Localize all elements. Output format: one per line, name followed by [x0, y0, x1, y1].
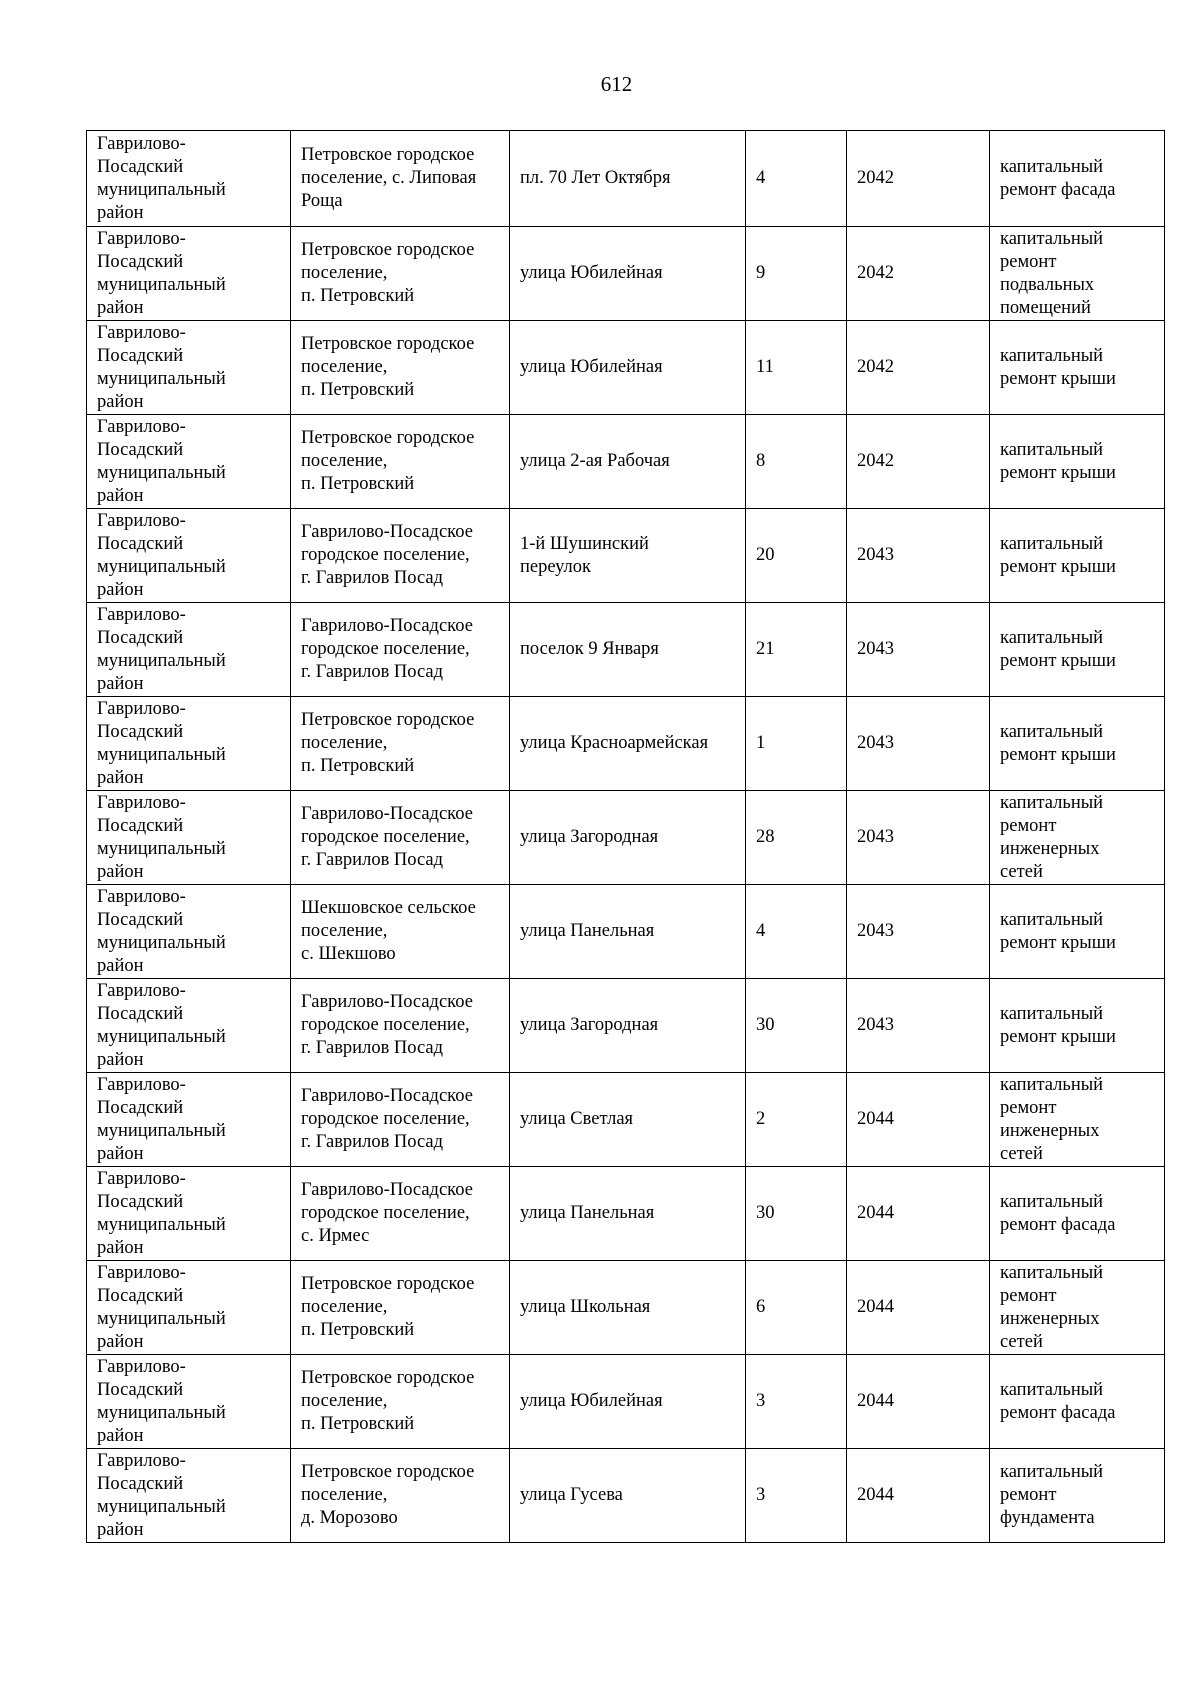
settlement-cell-text: Петровское городское поселение, д. Морозово — [301, 1462, 475, 1528]
settlement-cell — [291, 885, 510, 979]
street-cell-text: улица Панельная — [520, 921, 655, 941]
year-cell-text: 2043 — [857, 827, 894, 847]
street-cell-text: 1-й Шушинский переулок — [520, 533, 649, 577]
house-number-cell-text: 8 — [756, 451, 766, 471]
district-cell — [87, 227, 291, 321]
street-cell-text: улица Загородная — [520, 1015, 659, 1035]
settlement-cell-text: Гаврилово-Посадское городское поселение, г. Гаврилов Посад — [301, 1086, 473, 1152]
work-type-cell — [990, 1449, 1165, 1543]
district-cell-text: Гаврилово- Посадский муниципальный район — [97, 1168, 226, 1258]
district-cell-text: Гаврилово- Посадский муниципальный район — [97, 792, 226, 882]
house-number-cell-text: 21 — [756, 639, 775, 659]
house-number-cell-text: 20 — [756, 545, 775, 565]
street-cell-text: пл. 70 Лет Октября — [520, 168, 671, 188]
table-row — [87, 697, 1165, 791]
year-cell — [847, 885, 990, 979]
district-cell-text: Гаврилово- Посадский муниципальный район — [97, 133, 226, 223]
table-row — [87, 885, 1165, 979]
district-cell — [87, 603, 291, 697]
house-number-cell-text: 4 — [756, 921, 766, 941]
settlement-cell-text: Петровское городское поселение, п. Петровский — [301, 710, 475, 776]
year-cell-text: 2042 — [857, 168, 894, 188]
work-type-cell-text: капитальный ремонт инженерных сетей — [1000, 1074, 1104, 1164]
street-cell-text: улица Панельная — [520, 1203, 655, 1223]
street-cell — [510, 415, 746, 509]
year-cell — [847, 979, 990, 1073]
work-type-cell-text: капитальный ремонт подвальных помещений — [1000, 228, 1104, 318]
year-cell — [847, 131, 990, 227]
house-number-cell — [746, 415, 847, 509]
street-cell — [510, 791, 746, 885]
table-row — [87, 227, 1165, 321]
street-cell — [510, 1449, 746, 1543]
year-cell — [847, 509, 990, 603]
table-row — [87, 1167, 1165, 1261]
district-cell — [87, 1261, 291, 1355]
year-cell — [847, 1355, 990, 1449]
work-type-cell-text: капитальный ремонт крыши — [1000, 439, 1116, 483]
district-cell — [87, 415, 291, 509]
district-cell — [87, 1355, 291, 1449]
work-type-cell-text: капитальный ремонт инженерных сетей — [1000, 1262, 1104, 1352]
street-cell-text: улица Юбилейная — [520, 357, 663, 377]
settlement-cell-text: Гаврилово-Посадское городское поселение, г. Гаврилов Посад — [301, 804, 473, 870]
district-cell-text: Гаврилово- Посадский муниципальный район — [97, 416, 226, 506]
year-cell-text: 2043 — [857, 1015, 894, 1035]
work-type-cell-text: капитальный ремонт фундамента — [1000, 1462, 1104, 1528]
street-cell-text: улица 2-ая Рабочая — [520, 451, 670, 471]
work-type-cell — [990, 1167, 1165, 1261]
house-number-cell — [746, 1449, 847, 1543]
settlement-cell-text: Гаврилово-Посадское городское поселение, г. Гаврилов Посад — [301, 616, 473, 682]
work-type-cell-text: капитальный ремонт крыши — [1000, 345, 1116, 389]
street-cell-text: улица Юбилейная — [520, 1391, 663, 1411]
district-cell-text: Гаврилово- Посадский муниципальный район — [97, 886, 226, 976]
street-cell — [510, 603, 746, 697]
house-number-cell-text: 2 — [756, 1109, 766, 1129]
settlement-cell — [291, 1261, 510, 1355]
year-cell-text: 2043 — [857, 639, 894, 659]
street-cell — [510, 321, 746, 415]
street-cell-text: улица Школьная — [520, 1297, 651, 1317]
year-cell-text: 2042 — [857, 451, 894, 471]
house-number-cell-text: 3 — [756, 1391, 766, 1411]
settlement-cell — [291, 979, 510, 1073]
street-cell-text: улица Светлая — [520, 1109, 634, 1129]
house-number-cell — [746, 1355, 847, 1449]
year-cell — [847, 697, 990, 791]
district-cell-text: Гаврилово- Посадский муниципальный район — [97, 1450, 226, 1540]
house-number-cell — [746, 603, 847, 697]
settlement-cell-text: Гаврилово-Посадское городское поселение, г. Гаврилов Посад — [301, 992, 473, 1058]
settlement-cell — [291, 227, 510, 321]
street-cell — [510, 131, 746, 227]
house-number-cell — [746, 791, 847, 885]
work-type-cell — [990, 603, 1165, 697]
table-row — [87, 979, 1165, 1073]
street-cell — [510, 1073, 746, 1167]
work-type-cell-text: капитальный ремонт крыши — [1000, 909, 1116, 953]
settlement-cell-text: Гаврилово-Посадское городское поселение, с. Ирмес — [301, 1180, 473, 1246]
table-row — [87, 415, 1165, 509]
district-cell-text: Гаврилово- Посадский муниципальный район — [97, 322, 226, 412]
work-type-cell — [990, 415, 1165, 509]
street-cell-text: улица Загородная — [520, 827, 659, 847]
work-type-cell — [990, 1073, 1165, 1167]
table-row — [87, 1073, 1165, 1167]
district-cell-text: Гаврилово- Посадский муниципальный район — [97, 510, 226, 600]
year-cell — [847, 791, 990, 885]
street-cell — [510, 509, 746, 603]
work-type-cell — [990, 321, 1165, 415]
district-cell-text: Гаврилово- Посадский муниципальный район — [97, 1074, 226, 1164]
work-type-cell-text: капитальный ремонт фасада — [1000, 1191, 1116, 1235]
year-cell — [847, 227, 990, 321]
work-type-cell — [990, 791, 1165, 885]
house-number-cell-text: 1 — [756, 733, 766, 753]
settlement-cell — [291, 697, 510, 791]
year-cell-text: 2043 — [857, 545, 894, 565]
district-cell-text: Гаврилово- Посадский муниципальный район — [97, 980, 226, 1070]
street-cell — [510, 227, 746, 321]
house-number-cell-text: 9 — [756, 263, 766, 283]
settlement-cell — [291, 791, 510, 885]
district-cell — [87, 791, 291, 885]
house-number-cell — [746, 1073, 847, 1167]
work-type-cell-text: капитальный ремонт фасада — [1000, 1379, 1116, 1423]
table-body — [87, 131, 1165, 1543]
table-row — [87, 321, 1165, 415]
work-type-cell-text: капитальный ремонт крыши — [1000, 721, 1116, 765]
settlement-cell — [291, 1355, 510, 1449]
year-cell-text: 2044 — [857, 1203, 894, 1223]
district-cell-text: Гаврилово- Посадский муниципальный район — [97, 1262, 226, 1352]
settlement-cell-text: Петровское городское поселение, п. Петровский — [301, 1274, 475, 1340]
work-type-cell — [990, 1355, 1165, 1449]
work-type-cell — [990, 979, 1165, 1073]
work-type-cell — [990, 697, 1165, 791]
street-cell — [510, 1261, 746, 1355]
work-type-cell — [990, 509, 1165, 603]
house-number-cell — [746, 1167, 847, 1261]
year-cell-text: 2044 — [857, 1391, 894, 1411]
street-cell-text: улица Гусева — [520, 1485, 623, 1505]
settlement-cell-text: Петровское городское поселение, п. Петровский — [301, 240, 475, 306]
year-cell-text: 2043 — [857, 733, 894, 753]
house-number-cell-text: 4 — [756, 168, 766, 188]
table-row — [87, 131, 1165, 227]
table-row — [87, 603, 1165, 697]
house-number-cell — [746, 131, 847, 227]
house-number-cell-text: 30 — [756, 1015, 775, 1035]
house-number-cell-text: 30 — [756, 1203, 775, 1223]
work-type-cell-text: капитальный ремонт крыши — [1000, 1003, 1116, 1047]
work-type-cell — [990, 885, 1165, 979]
work-type-cell-text: капитальный ремонт крыши — [1000, 627, 1116, 671]
settlement-cell — [291, 1449, 510, 1543]
year-cell — [847, 1073, 990, 1167]
settlement-cell — [291, 415, 510, 509]
district-cell — [87, 1167, 291, 1261]
house-number-cell-text: 3 — [756, 1485, 766, 1505]
year-cell — [847, 603, 990, 697]
house-number-cell — [746, 979, 847, 1073]
district-cell — [87, 1073, 291, 1167]
district-cell-text: Гаврилово- Посадский муниципальный район — [97, 228, 226, 318]
table-row — [87, 791, 1165, 885]
district-cell — [87, 979, 291, 1073]
street-cell — [510, 697, 746, 791]
settlement-cell-text: Гаврилово-Посадское городское поселение, г. Гаврилов Посад — [301, 522, 473, 588]
work-type-cell — [990, 1261, 1165, 1355]
district-cell — [87, 509, 291, 603]
street-cell — [510, 885, 746, 979]
district-cell — [87, 321, 291, 415]
work-type-cell-text: капитальный ремонт инженерных сетей — [1000, 792, 1104, 882]
settlement-cell-text: Петровское городское поселение, с. Липовая Роща — [301, 145, 477, 211]
year-cell — [847, 1261, 990, 1355]
district-cell — [87, 131, 291, 227]
settlement-cell — [291, 603, 510, 697]
settlement-cell-text: Петровское городское поселение, п. Петровский — [301, 1368, 475, 1434]
settlement-cell — [291, 509, 510, 603]
district-cell — [87, 697, 291, 791]
work-type-cell-text: капитальный ремонт фасада — [1000, 156, 1116, 200]
page-number: 612 — [600, 72, 633, 96]
street-cell-text: улица Красноармейская — [520, 733, 709, 753]
table-row — [87, 1355, 1165, 1449]
year-cell-text: 2043 — [857, 921, 894, 941]
house-number-cell-text: 6 — [756, 1297, 766, 1317]
district-cell-text: Гаврилово- Посадский муниципальный район — [97, 1356, 226, 1446]
year-cell — [847, 1449, 990, 1543]
street-cell-text: улица Юбилейная — [520, 263, 663, 283]
street-cell — [510, 1355, 746, 1449]
district-cell-text: Гаврилово- Посадский муниципальный район — [97, 698, 226, 788]
settlement-cell — [291, 131, 510, 227]
settlement-cell-text: Шекшовское сельское поселение, с. Шекшово — [301, 898, 476, 964]
house-number-cell-text: 11 — [756, 357, 774, 377]
street-cell — [510, 1167, 746, 1261]
year-cell-text: 2042 — [857, 263, 894, 283]
settlement-cell-text: Петровское городское поселение, п. Петровский — [301, 334, 475, 400]
year-cell-text: 2042 — [857, 357, 894, 377]
settlement-cell — [291, 321, 510, 415]
house-number-cell — [746, 1261, 847, 1355]
year-cell-text: 2044 — [857, 1109, 894, 1129]
district-cell — [87, 885, 291, 979]
house-number-cell — [746, 321, 847, 415]
house-number-cell — [746, 697, 847, 791]
table-row — [87, 1449, 1165, 1543]
work-type-cell — [990, 227, 1165, 321]
table-row — [87, 1261, 1165, 1355]
district-cell-text: Гаврилово- Посадский муниципальный район — [97, 604, 226, 694]
settlement-cell — [291, 1073, 510, 1167]
settlement-cell — [291, 1167, 510, 1261]
repair-schedule-table — [86, 130, 1165, 1543]
house-number-cell-text: 28 — [756, 827, 775, 847]
table-row — [87, 509, 1165, 603]
house-number-cell — [746, 885, 847, 979]
street-cell — [510, 979, 746, 1073]
house-number-cell — [746, 509, 847, 603]
year-cell — [847, 415, 990, 509]
house-number-cell — [746, 227, 847, 321]
work-type-cell — [990, 131, 1165, 227]
year-cell — [847, 321, 990, 415]
year-cell-text: 2044 — [857, 1297, 894, 1317]
settlement-cell-text: Петровское городское поселение, п. Петровский — [301, 428, 475, 494]
district-cell — [87, 1449, 291, 1543]
year-cell-text: 2044 — [857, 1485, 894, 1505]
street-cell-text: поселок 9 Января — [520, 639, 659, 659]
year-cell — [847, 1167, 990, 1261]
work-type-cell-text: капитальный ремонт крыши — [1000, 533, 1116, 577]
